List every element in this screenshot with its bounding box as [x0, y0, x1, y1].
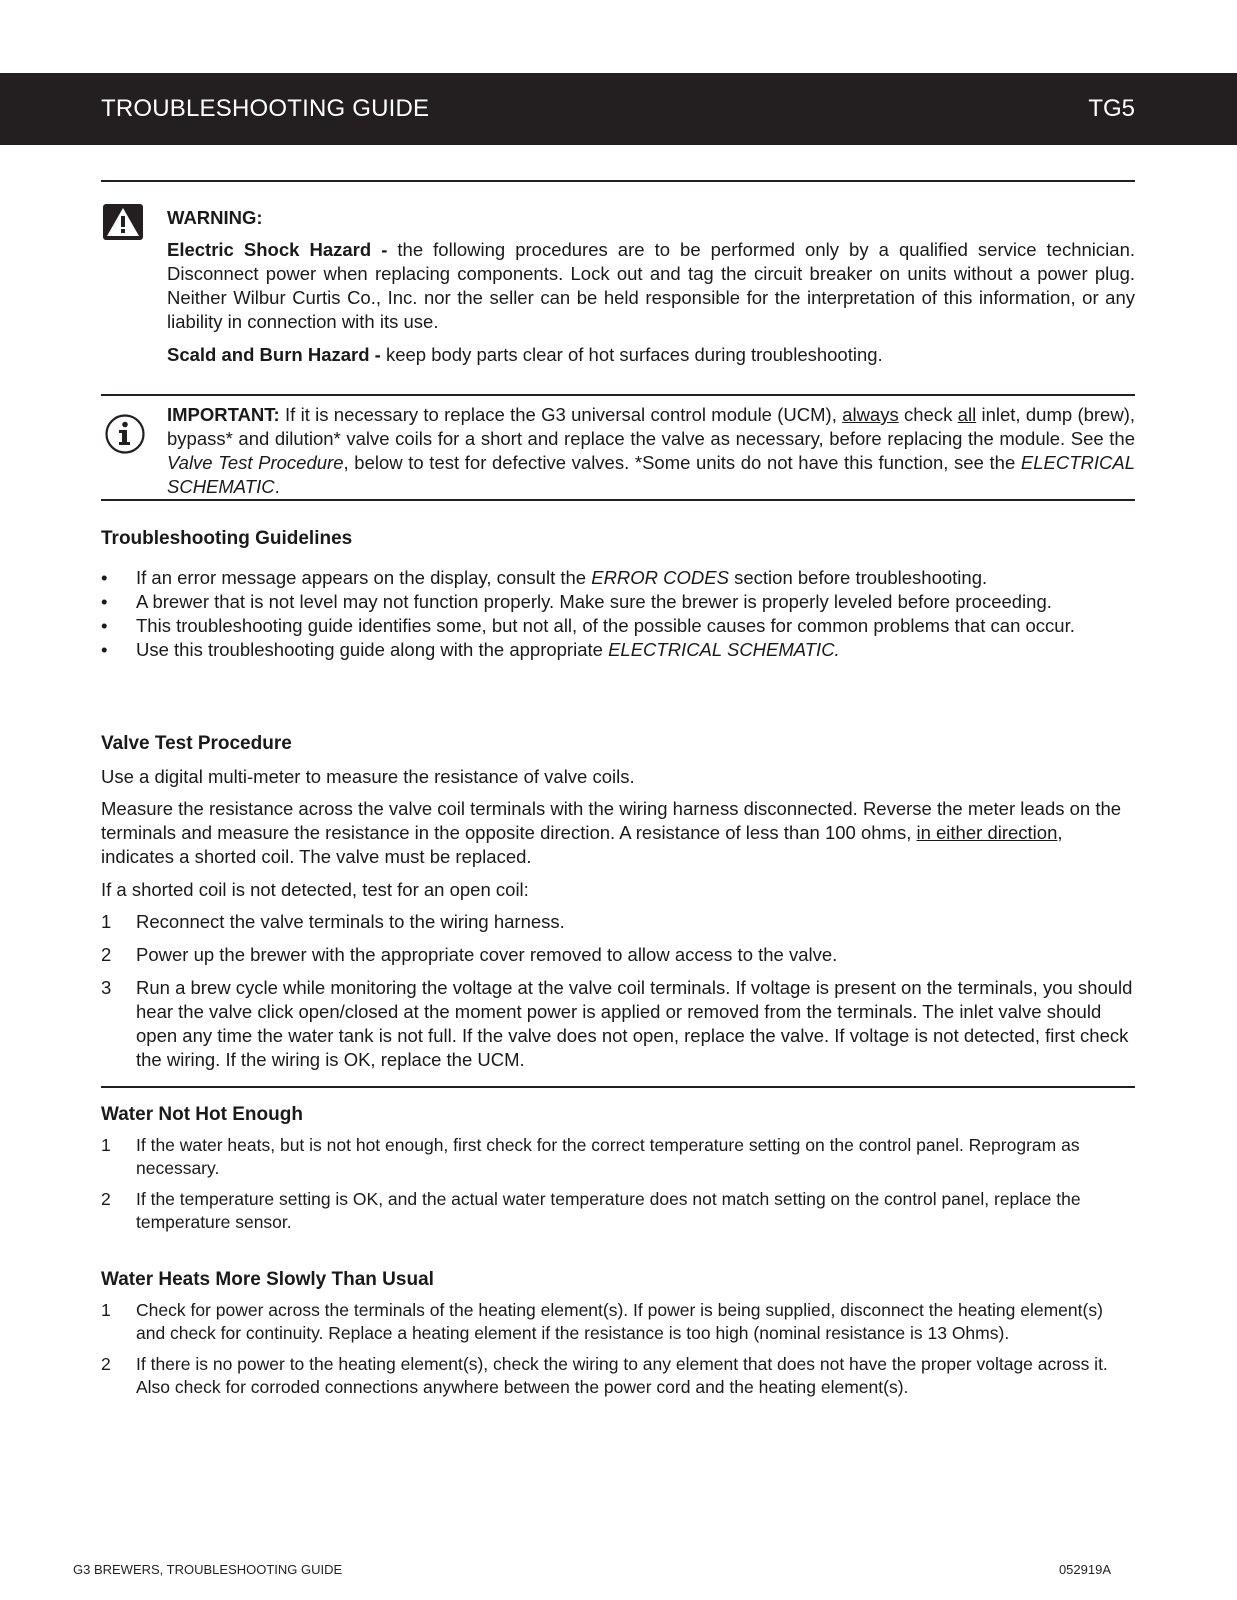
- scald-label: Scald and Burn Hazard -: [167, 344, 381, 365]
- important-text-5: .: [274, 476, 280, 497]
- shock-label: Electric Shock Hazard -: [167, 239, 388, 260]
- page-code: TG5: [1088, 95, 1135, 122]
- guideline-4-text: Use this troubleshooting guide along with the appropriate: [136, 639, 609, 660]
- step-text: If the water heats, but is not hot enough, first check for the correct temperature setting on the control panel. Reprogram as necessary.: [136, 1135, 1080, 1178]
- warning-scald-paragraph: [167, 343, 1135, 367]
- important-label: IMPORTANT:: [167, 404, 280, 425]
- bullet-icon: •: [101, 615, 108, 636]
- guidelines-heading: Troubleshooting Guidelines: [101, 528, 353, 549]
- step-text: Reconnect the valve terminals to the wiring harness.: [136, 911, 565, 932]
- guideline-3-text: This troubleshooting guide identifies some, but not all, of the possible causes for common problems that can occur.: [136, 615, 1075, 636]
- important-text-3: inlet, dump (brew), bypass* and dilution* valve coils for a short and replace the valve as necessary, before replacing the module. See the: [167, 404, 1136, 449]
- step-text: Power up the brewer with the appropriate cover removed to allow access to the valve.: [136, 944, 838, 965]
- list-item: [101, 566, 1135, 590]
- list-item: [101, 943, 1135, 967]
- valve-test-measure-text: Measure the resistance across the valve coil terminals with the wiring harness disconnected. Reverse the meter leads on the terminals and measure the resistance in the opposite direction. A resistance of less than 100 ohms,: [101, 798, 1122, 843]
- guideline-1-text-end: section before troubleshooting.: [728, 567, 988, 588]
- list-item: [101, 976, 1135, 1072]
- step-text: Run a brew cycle while monitoring the voltage at the valve coil terminals. If voltage is present on the terminals, you should hear the valve click open/closed at the moment power is applied or removed from the terminals. The inlet valve should open any time the water tank is not full. If the valve does not open, replace the valve. If voltage is not detected, first check the wiring. If the wiring is OK, replace the UCM.: [136, 977, 1133, 1070]
- guideline-2-text: A brewer that is not level may not function properly. Make sure the brewer is properly leveled before proceeding.: [136, 591, 1052, 612]
- bullet-icon: •: [101, 591, 108, 612]
- important-text-4: , below to test for defective valves. *Some units do not have this function, see the: [343, 452, 1021, 473]
- important-text-2: check: [898, 404, 958, 425]
- valve-test-intro: Use a digital multi-meter to measure the resistance of valve coils.: [101, 766, 635, 787]
- important-text-1: If it is necessary to replace the G3 universal control module (UCM),: [279, 404, 843, 425]
- list-item: [101, 638, 1135, 662]
- important-valve-test-ref: Valve Test Procedure: [167, 452, 344, 473]
- list-item: [101, 1353, 1135, 1399]
- guideline-1-error-codes: ERROR CODES: [591, 567, 729, 588]
- step-number: 1: [101, 1300, 111, 1320]
- header-bar: [0, 73, 1237, 145]
- divider-top: [101, 180, 1135, 182]
- valve-test-measure-text-end: , indicates a shorted coil. The valve must be replaced.: [101, 822, 1063, 867]
- info-icon: [104, 413, 146, 455]
- list-item: [101, 614, 1135, 638]
- valve-test-open-coil-intro: If a shorted coil is not detected, test for an open coil:: [101, 879, 529, 900]
- divider-important-top: [101, 394, 1135, 396]
- step-number: 3: [101, 977, 112, 998]
- slow-heat-heading: Water Heats More Slowly Than Usual: [101, 1269, 434, 1290]
- guidelines-list: [101, 566, 1135, 662]
- warning-icon: [103, 204, 143, 240]
- list-item: [101, 910, 1135, 934]
- shock-text: the following procedures are to be performed only by a qualified service technician. Disconnect power when replacing components. Lock out and tag the circuit breaker on units without a power plug. Neither Wilbur Curtis Co., Inc. nor the seller can be held responsible for the interpretation of this information, or any liability in connection with its use.: [167, 239, 1135, 332]
- slow-heat-steps: [101, 1299, 1135, 1407]
- important-all: all: [957, 404, 977, 425]
- step-number: 2: [101, 944, 112, 965]
- step-number: 1: [101, 911, 112, 932]
- divider-water-section: [101, 1086, 1135, 1088]
- scald-text: keep body parts clear of hot surfaces during troubleshooting.: [380, 344, 883, 365]
- not-hot-steps: [101, 1134, 1135, 1242]
- step-text: If the temperature setting is OK, and the actual water temperature does not match setting on the control panel, replace the temperature sensor.: [136, 1189, 1081, 1232]
- list-item: [101, 590, 1135, 614]
- warning-shock-paragraph: [167, 238, 1135, 334]
- step-number: 2: [101, 1189, 111, 1209]
- valve-test-either-direction: in either direction: [916, 822, 1058, 843]
- page-title: TROUBLESHOOTING GUIDE: [101, 95, 430, 122]
- guideline-1-text: If an error message appears on the display, consult the: [136, 567, 592, 588]
- valve-test-steps: [101, 910, 1135, 1081]
- warning-title: WARNING:: [167, 207, 263, 228]
- list-item: [101, 1299, 1135, 1345]
- bullet-icon: •: [101, 567, 108, 588]
- step-number: 1: [101, 1135, 111, 1155]
- step-text: If there is no power to the heating element(s), check the wiring to any element that does not have the proper voltage across it. Also check for corroded connections anywhere between the power cord and the heating element(s).: [136, 1354, 1108, 1397]
- footer-revision: 052919A: [1058, 1562, 1111, 1577]
- valve-test-measure-paragraph: [101, 797, 1135, 869]
- list-item: [101, 1134, 1135, 1180]
- important-paragraph: [167, 403, 1135, 499]
- list-item: [101, 1188, 1135, 1234]
- guideline-4-schematic: ELECTRICAL SCHEMATIC.: [608, 639, 840, 660]
- not-hot-heading: Water Not Hot Enough: [101, 1104, 303, 1125]
- divider-important-bottom: [101, 499, 1135, 501]
- step-text: Check for power across the terminals of the heating element(s). If power is being supplied, disconnect the heating element(s) and check for continuity. Replace a heating element if the resistance is too high (nominal resistance is 13 Ohms).: [136, 1300, 1103, 1343]
- footer-document-title: G3 BREWERS, TROUBLESHOOTING GUIDE: [73, 1562, 343, 1577]
- important-schematic-ref: ELECTRICAL SCHEMATIC: [167, 452, 1135, 497]
- valve-test-heading: Valve Test Procedure: [101, 733, 292, 754]
- step-number: 2: [101, 1354, 111, 1374]
- bullet-icon: •: [101, 639, 108, 660]
- important-always: always: [842, 404, 899, 425]
